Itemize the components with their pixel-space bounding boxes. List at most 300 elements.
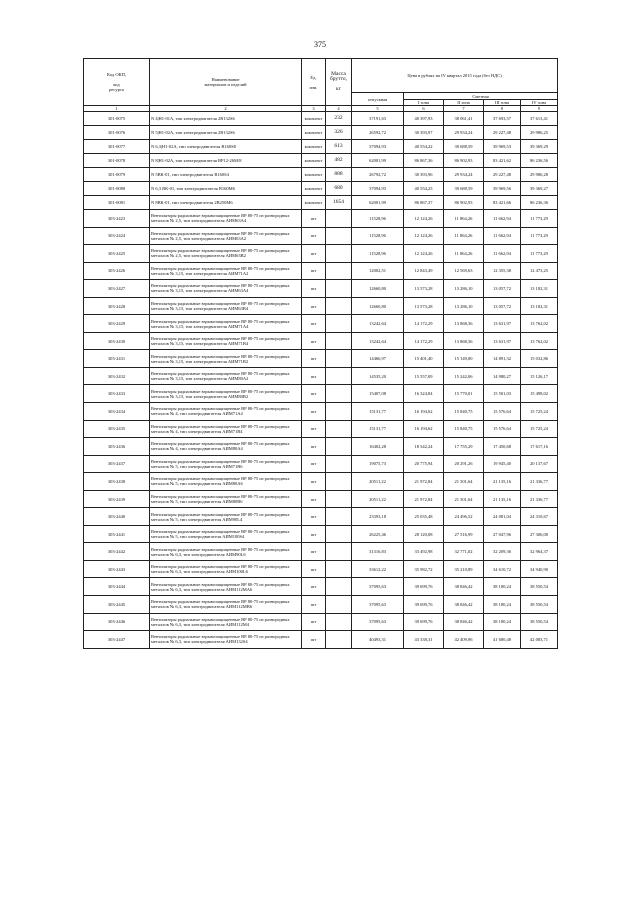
cell-price-zone-2: 21 501,64 xyxy=(444,490,484,508)
cell-name: N 8|Н1-02А, тип электродвигателя ВР12-26М/8 xyxy=(150,154,302,168)
cell-mass: 482 xyxy=(326,154,352,168)
cell-mass: 888 xyxy=(326,168,352,182)
col-number: 7 xyxy=(444,106,484,112)
cell-price-otpusk: 14535,20 xyxy=(352,367,404,385)
cell-price-zone-2: 24 496,52 xyxy=(444,508,484,526)
cell-price-otpusk: 37191,63 xyxy=(352,112,404,126)
cell-price-zone-4: 86 236,36 xyxy=(521,196,558,210)
cell-price-zone-4: 39 369,27 xyxy=(521,182,558,196)
col-number: 5 xyxy=(352,106,404,112)
cell-price-otpusk: 20511,22 xyxy=(352,473,404,491)
table-row xyxy=(84,578,558,596)
cell-mass xyxy=(326,631,352,649)
cell-mass: 680 xyxy=(326,182,352,196)
cell-price-zone-1: 16 324,84 xyxy=(404,385,444,403)
cell-unit: шт xyxy=(302,490,326,508)
header-price-title: Цена в рублях на IV квартал 2015 года (без НДС) xyxy=(352,59,558,93)
table-row xyxy=(84,490,558,508)
cell-price-zone-1: 13 573,28 xyxy=(404,280,444,298)
cell-price-zone-3: 37 693,57 xyxy=(484,112,521,126)
header-otpusk: отпускная xyxy=(352,93,404,106)
table-row xyxy=(84,560,558,578)
cell-name: Вентиляторы радиальные взрывозащищенные ВР 80-75 из разнородных металлов № 6,3, тип электродвигателя АИМ100L6 xyxy=(150,560,302,578)
cell-price-otpusk: 26792,72 xyxy=(352,168,404,182)
cell-unit: комплект xyxy=(302,126,326,140)
cell-price-zone-3: 29 227,48 xyxy=(484,126,521,140)
cell-price-zone-4: 21 336,77 xyxy=(521,490,558,508)
cell-unit: комплект xyxy=(302,140,326,154)
cell-price-zone-3: 11 662,94 xyxy=(484,227,521,245)
table-row xyxy=(84,196,558,210)
cell-code: 303-2431 xyxy=(84,350,150,368)
table-row xyxy=(84,297,558,315)
col-number: 4 xyxy=(326,106,352,112)
cell-price-zone-2: 17 755,29 xyxy=(444,438,484,456)
cell-name: N 5ВК-01, тип электродвигателя В160S4 xyxy=(150,168,302,182)
cell-code: 301-0076 xyxy=(84,126,150,140)
cell-name: Вентиляторы радиальные взрывозащищенные ВР 80-75 из разнородных металлов № 5, тип электродвигателя АИМ71В6 xyxy=(150,455,302,473)
cell-mass xyxy=(326,560,352,578)
cell-unit: шт xyxy=(302,245,326,263)
cell-mass xyxy=(326,385,352,403)
table-row xyxy=(84,126,558,140)
cell-name: Вентиляторы радиальные взрывозащищенные ВР 80-75 из разнородных металлов № 2,5, тип электродвигателя АИМ63В2 xyxy=(150,245,302,263)
cell-price-zone-2: 39 688,59 xyxy=(444,140,484,154)
cell-mass xyxy=(326,543,352,561)
cell-code: 301-0079 xyxy=(84,168,150,182)
cell-code: 301-0080 xyxy=(84,182,150,196)
cell-price-otpusk: 14466,97 xyxy=(352,350,404,368)
header-unit: Ед. изм. xyxy=(302,59,326,106)
cell-price-otpusk: 20511,22 xyxy=(352,490,404,508)
cell-price-zone-2: 15 149,00 xyxy=(444,350,484,368)
cell-price-otpusk: 12660,80 xyxy=(352,280,404,298)
cell-price-zone-3: 19 945,40 xyxy=(484,455,521,473)
cell-unit: шт xyxy=(302,367,326,385)
cell-price-zone-1: 21 972,84 xyxy=(404,473,444,491)
cell-price-zone-3: 11 662,94 xyxy=(484,210,521,228)
cell-price-zone-4: 27 306,00 xyxy=(521,525,558,543)
cell-price-otpusk: 37095,63 xyxy=(352,578,404,596)
cell-mass xyxy=(326,262,352,280)
cell-price-zone-4: 15 032,86 xyxy=(521,350,558,368)
cell-price-zone-1: 86 867,37 xyxy=(404,196,444,210)
cell-price-zone-3: 21 135,16 xyxy=(484,473,521,491)
table-row xyxy=(84,403,558,421)
cell-price-zone-4: 20 137,67 xyxy=(521,455,558,473)
cell-unit: шт xyxy=(302,403,326,421)
table-row xyxy=(84,182,558,196)
cell-price-zone-3: 38 180,24 xyxy=(484,578,521,596)
cell-price-zone-2: 21 501,64 xyxy=(444,473,484,491)
cell-price-otpusk: 40493,31 xyxy=(352,631,404,649)
cell-price-zone-2: 38 061,41 xyxy=(444,112,484,126)
cell-price-zone-4: 38 550,54 xyxy=(521,613,558,631)
cell-code: 303-2447 xyxy=(84,631,150,649)
cell-unit: шт xyxy=(302,543,326,561)
table-row xyxy=(84,245,558,263)
cell-price-otpusk: 37095,63 xyxy=(352,596,404,614)
cell-price-zone-3: 24 081,04 xyxy=(484,508,521,526)
cell-unit: шт xyxy=(302,350,326,368)
cell-name: Вентиляторы радиальные взрывозащищенные ВР 80-75 из разнородных металлов № 4, тип электродвигателя АИМ71В4 xyxy=(150,420,302,438)
cell-price-zone-1: 15 401,40 xyxy=(404,350,444,368)
cell-name: Вентиляторы радиальные взрывозащищенные ВР 80-75 из разнородных металлов № 6,3, тип электродвигателя АИМ112М4 xyxy=(150,613,302,631)
table-row xyxy=(84,473,558,491)
cell-code: 303-2435 xyxy=(84,420,150,438)
cell-name: Вентиляторы радиальные взрывозащищенные ВР 80-75 из разнородных металлов № 3,15, тип электродвигателя АИМ80А2 xyxy=(150,367,302,385)
cell-code: 301-0081 xyxy=(84,196,150,210)
cell-code: 303-2428 xyxy=(84,297,150,315)
cell-unit: шт xyxy=(302,227,326,245)
cell-code: 303-2427 xyxy=(84,280,150,298)
cell-unit: шт xyxy=(302,578,326,596)
cell-price-zone-2: 15 840,75 xyxy=(444,420,484,438)
header-name: Наименование материалов и изделий xyxy=(150,59,302,106)
cell-mass xyxy=(326,473,352,491)
cell-code: 303-2444 xyxy=(84,578,150,596)
cell-price-zone-2: 27 516,99 xyxy=(444,525,484,543)
cell-name: Вентиляторы радиальные взрывозащищенные ВР 80-75 из разнородных металлов № 6,3, тип электродвигателя АИМ112МВ6 xyxy=(150,596,302,614)
cell-price-otpusk: 23393,18 xyxy=(352,508,404,526)
cell-price-zone-4: 15 725,24 xyxy=(521,403,558,421)
cell-price-zone-1: 16 194,62 xyxy=(404,420,444,438)
cell-price-otpusk: 31316,83 xyxy=(352,543,404,561)
cell-price-otpusk: 16402,28 xyxy=(352,438,404,456)
cell-name: N 6,3|Н1-02А, тип электродвигателя В160S8 xyxy=(150,140,302,154)
cell-price-zone-2: 20 291,26 xyxy=(444,455,484,473)
cell-price-zone-1: 15 557,09 xyxy=(404,367,444,385)
cell-price-otpusk: 13242,64 xyxy=(352,332,404,350)
cell-code: 301-0078 xyxy=(84,154,150,168)
cell-price-zone-1: 86 867,36 xyxy=(404,154,444,168)
cell-code: 303-2446 xyxy=(84,613,150,631)
table-row xyxy=(84,112,558,126)
cell-name: Вентиляторы радиальные взрывозащищенные ВР 80-75 из разнородных металлов № 3,15, тип электродвигателя АИМ63В4 xyxy=(150,297,302,315)
cell-price-zone-4: 34 940,90 xyxy=(521,560,558,578)
cell-price-zone-1: 43 338,31 xyxy=(404,631,444,649)
cell-mass xyxy=(326,227,352,245)
cell-unit: шт xyxy=(302,332,326,350)
cell-name: Вентиляторы радиальные взрывозащищенные ВР 80-75 из разнородных металлов № 6,3, тип электродвигателя АИМ112МА6 xyxy=(150,578,302,596)
cell-price-zone-3: 14 891,32 xyxy=(484,350,521,368)
table-row xyxy=(84,631,558,649)
cell-name: Вентиляторы радиальные взрывозащищенные ВР 80-75 из разнородных металлов № 3,15, тип электродвигателя АИМ71А4 xyxy=(150,315,302,333)
table-row xyxy=(84,613,558,631)
cell-price-otpusk: 11528,96 xyxy=(352,210,404,228)
cell-name: Вентиляторы радиальные взрывозащищенные ВР 80-75 из разнородных металлов № 6,3, тип электродвигателя АИМ132S4 xyxy=(150,631,302,649)
cell-price-zone-2: 39 688,59 xyxy=(444,182,484,196)
cell-name: N 4|Н1-01А, тип электродвигателя 2В132S6 xyxy=(150,112,302,126)
cell-price-otpusk: 37094,93 xyxy=(352,182,404,196)
table-body xyxy=(84,112,558,649)
cell-price-zone-4: 38 550,54 xyxy=(521,578,558,596)
cell-price-otpusk: 26592,72 xyxy=(352,126,404,140)
table-header xyxy=(84,59,558,112)
cell-price-otpusk: 13242,64 xyxy=(352,315,404,333)
cell-unit: шт xyxy=(302,385,326,403)
cell-price-zone-2: 15 840,75 xyxy=(444,403,484,421)
cell-price-zone-1: 12 124,26 xyxy=(404,210,444,228)
cell-code: 303-2440 xyxy=(84,508,150,526)
cell-price-zone-2: 15 770,01 xyxy=(444,385,484,403)
cell-unit: шт xyxy=(302,560,326,578)
cell-price-zone-4: 21 336,77 xyxy=(521,473,558,491)
cell-price-zone-1: 13 573,28 xyxy=(404,297,444,315)
table-row xyxy=(84,210,558,228)
cell-price-zone-4: 15 725,24 xyxy=(521,420,558,438)
table-row xyxy=(84,168,558,182)
cell-price-zone-4: 17 617,16 xyxy=(521,438,558,456)
cell-price-zone-4: 29 986,28 xyxy=(521,168,558,182)
cell-mass xyxy=(326,438,352,456)
cell-price-zone-4: 39 369,29 xyxy=(521,140,558,154)
page-number: 375 xyxy=(314,40,326,49)
cell-unit: шт xyxy=(302,455,326,473)
cell-price-zone-2: 86 902,93 xyxy=(444,154,484,168)
cell-price-zone-3: 39 969,56 xyxy=(484,182,521,196)
cell-price-zone-3: 83 421,62 xyxy=(484,154,521,168)
cell-price-zone-3: 13 057,72 xyxy=(484,280,521,298)
cell-price-zone-2: 29 934,24 xyxy=(444,126,484,140)
cell-price-zone-1: 30 393,96 xyxy=(404,168,444,182)
cell-price-zone-2: 42 409,96 xyxy=(444,631,484,649)
cell-code: 303-2442 xyxy=(84,543,150,561)
cell-code: 303-2445 xyxy=(84,596,150,614)
cell-name: Вентиляторы радиальные взрывозащищенные ВР 80-75 из разнородных металлов № 4, тип электродвигателя АИМ71А4 xyxy=(150,403,302,421)
cell-price-zone-1: 39 699,76 xyxy=(404,596,444,614)
cell-price-zone-4: 11 773,29 xyxy=(521,227,558,245)
cell-price-zone-3: 13 631,97 xyxy=(484,332,521,350)
cell-unit: шт xyxy=(302,508,326,526)
cell-price-zone-3: 11 662,94 xyxy=(484,245,521,263)
header-mass: Масса брутто, кг xyxy=(326,59,352,106)
cell-mass xyxy=(326,490,352,508)
cell-price-otpusk: 33612,22 xyxy=(352,560,404,578)
cell-name: Вентиляторы радиальные взрывозащищенные ВР 80-75 из разнородных металлов № 5, тип электродвигателя АИМ100S4 xyxy=(150,525,302,543)
cell-price-otpusk: 19075,73 xyxy=(352,455,404,473)
cell-price-zone-2: 13 868,36 xyxy=(444,315,484,333)
cell-price-zone-1: 40 554,25 xyxy=(404,182,444,196)
cell-price-zone-2: 86 902,93 xyxy=(444,196,484,210)
cell-price-zone-1: 12 124,26 xyxy=(404,227,444,245)
cell-price-zone-2: 13 286,10 xyxy=(444,280,484,298)
cell-price-zone-1: 33 492,98 xyxy=(404,543,444,561)
table-row xyxy=(84,420,558,438)
cell-price-zone-2: 12 569,63 xyxy=(444,262,484,280)
cell-price-zone-3: 41 680,48 xyxy=(484,631,521,649)
cell-mass xyxy=(326,525,352,543)
cell-name: N 5|Н1-02А, тип электродвигателя 2В132S6 xyxy=(150,126,302,140)
cell-code: 303-2443 xyxy=(84,560,150,578)
cell-unit: шт xyxy=(302,525,326,543)
cell-price-otpusk: 15131,77 xyxy=(352,420,404,438)
cell-mass: 232 xyxy=(326,112,352,126)
cell-name: Вентиляторы радиальные взрывозащищенные ВР 80-75 из разнородных металлов № 3,15, тип электродвигателя АИМ80В2 xyxy=(150,385,302,403)
cell-code: 303-2426 xyxy=(84,262,150,280)
cell-price-zone-3: 34 610,72 xyxy=(484,560,521,578)
cell-code: 303-2432 xyxy=(84,367,150,385)
cell-price-zone-4: 13 762,02 xyxy=(521,332,558,350)
cell-price-zone-3: 15 501,03 xyxy=(484,385,521,403)
cell-unit: шт xyxy=(302,473,326,491)
cell-price-zone-1: 39 699,76 xyxy=(404,613,444,631)
table-row xyxy=(84,315,558,333)
col-number: 8 xyxy=(484,106,521,112)
cell-mass: 326 xyxy=(326,126,352,140)
table-row xyxy=(84,508,558,526)
cell-price-zone-1: 14 172,29 xyxy=(404,315,444,333)
cell-price-zone-3: 38 180,24 xyxy=(484,596,521,614)
cell-price-zone-1: 12 843,49 xyxy=(404,262,444,280)
cell-price-zone-3: 13 057,72 xyxy=(484,297,521,315)
cell-code: 303-2436 xyxy=(84,438,150,456)
cell-price-zone-2: 38 846,42 xyxy=(444,613,484,631)
cell-price-zone-3: 38 180,24 xyxy=(484,613,521,631)
cell-unit: шт xyxy=(302,315,326,333)
cell-code: 303-2423 xyxy=(84,210,150,228)
table-row xyxy=(84,596,558,614)
cell-price-zone-2: 13 868,36 xyxy=(444,332,484,350)
cell-name: Вентиляторы радиальные взрывозащищенные ВР 80-75 из разнородных металлов № 2,5, тип электродвигателя АИМ63А4 xyxy=(150,210,302,228)
cell-mass: 1654 xyxy=(326,196,352,210)
cell-price-otpusk: 37094,93 xyxy=(352,140,404,154)
table-row xyxy=(84,140,558,154)
cell-price-zone-2: 38 846,42 xyxy=(444,596,484,614)
cell-price-otpusk: 37095,63 xyxy=(352,613,404,631)
cell-price-zone-4: 11 773,29 xyxy=(521,245,558,263)
cell-unit: шт xyxy=(302,262,326,280)
cell-price-zone-4: 42 083,71 xyxy=(521,631,558,649)
cell-mass xyxy=(326,508,352,526)
cell-name: Вентиляторы радиальные взрывозащищенные ВР 80-75 из разнородных металлов № 4, тип электродвигателя АИМ80А4 xyxy=(150,438,302,456)
cell-price-zone-1: 39 699,76 xyxy=(404,578,444,596)
cell-mass xyxy=(326,367,352,385)
table-row xyxy=(84,350,558,368)
cell-mass xyxy=(326,315,352,333)
cell-unit: комплект xyxy=(302,182,326,196)
cell-price-otpusk: 26225,46 xyxy=(352,525,404,543)
cell-name: Вентиляторы радиальные взрывозащищенные ВР 80-75 из разнородных металлов № 5, тип электродвигателя АИМ80А6 xyxy=(150,473,302,491)
col-number: 1 xyxy=(84,106,150,112)
cell-price-zone-3: 21 135,16 xyxy=(484,490,521,508)
cell-price-zone-4: 12 473,25 xyxy=(521,262,558,280)
cell-price-zone-1: 30 393,97 xyxy=(404,126,444,140)
cell-mass xyxy=(326,596,352,614)
cell-price-otpusk: 12002,51 xyxy=(352,262,404,280)
cell-unit: шт xyxy=(302,210,326,228)
header-zone-2: II зона xyxy=(444,100,484,106)
cell-price-zone-4: 29 986,25 xyxy=(521,126,558,140)
cell-mass xyxy=(326,350,352,368)
cell-mass xyxy=(326,578,352,596)
header-smetnaya: Сметная xyxy=(404,93,558,100)
cell-price-zone-2: 35 210,89 xyxy=(444,560,484,578)
price-table xyxy=(83,58,558,649)
cell-name: Вентиляторы радиальные взрывозащищенные ВР 80-75 из разнородных металлов № 6,3, тип электродвигателя АИМ90L6 xyxy=(150,543,302,561)
cell-price-zone-1: 25 035,48 xyxy=(404,508,444,526)
cell-unit: шт xyxy=(302,297,326,315)
cell-code: 303-2424 xyxy=(84,227,150,245)
cell-unit: комплект xyxy=(302,168,326,182)
cell-price-zone-1: 14 172,29 xyxy=(404,332,444,350)
cell-price-zone-2: 11 864,26 xyxy=(444,245,484,263)
cell-mass xyxy=(326,297,352,315)
cell-price-zone-4: 37 613,41 xyxy=(521,112,558,126)
header-zone-4: IV зона xyxy=(521,100,558,106)
cell-code: 303-2434 xyxy=(84,403,150,421)
cell-mass xyxy=(326,403,352,421)
col-number: 9 xyxy=(521,106,558,112)
cell-price-otpusk: 62001,99 xyxy=(352,154,404,168)
cell-price-zone-4: 32 964,37 xyxy=(521,543,558,561)
cell-price-zone-3: 39 969,53 xyxy=(484,140,521,154)
cell-price-zone-2: 38 846,42 xyxy=(444,578,484,596)
cell-price-zone-3: 32 209,36 xyxy=(484,543,521,561)
cell-price-zone-4: 11 773,29 xyxy=(521,210,558,228)
col-number: 6 xyxy=(404,106,444,112)
cell-price-zone-2: 11 864,26 xyxy=(444,227,484,245)
cell-price-zone-2: 32 771,02 xyxy=(444,543,484,561)
cell-price-zone-3: 12 355,38 xyxy=(484,262,521,280)
cell-price-zone-1: 18 342,24 xyxy=(404,438,444,456)
cell-name: Вентиляторы радиальные взрывозащищенные ВР 80-75 из разнородных металлов № 3,15, тип электродвигателя АИМ71В2 xyxy=(150,350,302,368)
table-row xyxy=(84,455,558,473)
header-zone-3: III зона xyxy=(484,100,521,106)
cell-unit: шт xyxy=(302,613,326,631)
cell-price-zone-1: 40 554,22 xyxy=(404,140,444,154)
table-row xyxy=(84,154,558,168)
cell-unit: шт xyxy=(302,631,326,649)
cell-unit: комплект xyxy=(302,196,326,210)
table-row xyxy=(84,262,558,280)
cell-code: 303-2438 xyxy=(84,473,150,491)
cell-name: Вентиляторы радиальные взрывозащищенные ВР 80-75 из разнородных металлов № 5, тип электродвигателя АИМ80В6 xyxy=(150,490,302,508)
cell-price-otpusk: 11528,96 xyxy=(352,227,404,245)
cell-code: 301-0077 xyxy=(84,140,150,154)
cell-mass xyxy=(326,332,352,350)
cell-name: Вентиляторы радиальные взрывозащищенные ВР 80-75 из разнородных металлов № 2,5, тип электродвигателя АИМ63А2 xyxy=(150,227,302,245)
cell-price-zone-3: 27 047,96 xyxy=(484,525,521,543)
cell-price-zone-3: 15 576,64 xyxy=(484,403,521,421)
cell-price-zone-1: 12 124,26 xyxy=(404,245,444,263)
table-row xyxy=(84,525,558,543)
table-row xyxy=(84,280,558,298)
cell-price-zone-1: 40 397,93 xyxy=(404,112,444,126)
cell-mass xyxy=(326,455,352,473)
cell-code: 303-2439 xyxy=(84,490,150,508)
col-number: 3 xyxy=(302,106,326,112)
cell-unit: шт xyxy=(302,280,326,298)
cell-name: N 8ВК-01, тип электродвигателя 2В250М6 xyxy=(150,196,302,210)
cell-price-zone-3: 17 450,68 xyxy=(484,438,521,456)
cell-price-zone-4: 13 182,31 xyxy=(521,297,558,315)
cell-code: 301-0075 xyxy=(84,112,150,126)
cell-code: 303-2429 xyxy=(84,315,150,333)
cell-code: 303-2433 xyxy=(84,385,150,403)
cell-price-zone-3: 15 576,64 xyxy=(484,420,521,438)
cell-price-zone-1: 20 775,94 xyxy=(404,455,444,473)
cell-code: 303-2430 xyxy=(84,332,150,350)
cell-name: Вентиляторы радиальные взрывозащищенные ВР 80-75 из разнородных металлов № 3,15, тип электродвигателя АИМ71А2 xyxy=(150,262,302,280)
cell-price-zone-4: 86 236,56 xyxy=(521,154,558,168)
table-row xyxy=(84,543,558,561)
header-zone-1: I зона xyxy=(404,100,444,106)
cell-unit: комплект xyxy=(302,154,326,168)
cell-price-otpusk: 12660,80 xyxy=(352,297,404,315)
table-row xyxy=(84,227,558,245)
cell-mass xyxy=(326,420,352,438)
